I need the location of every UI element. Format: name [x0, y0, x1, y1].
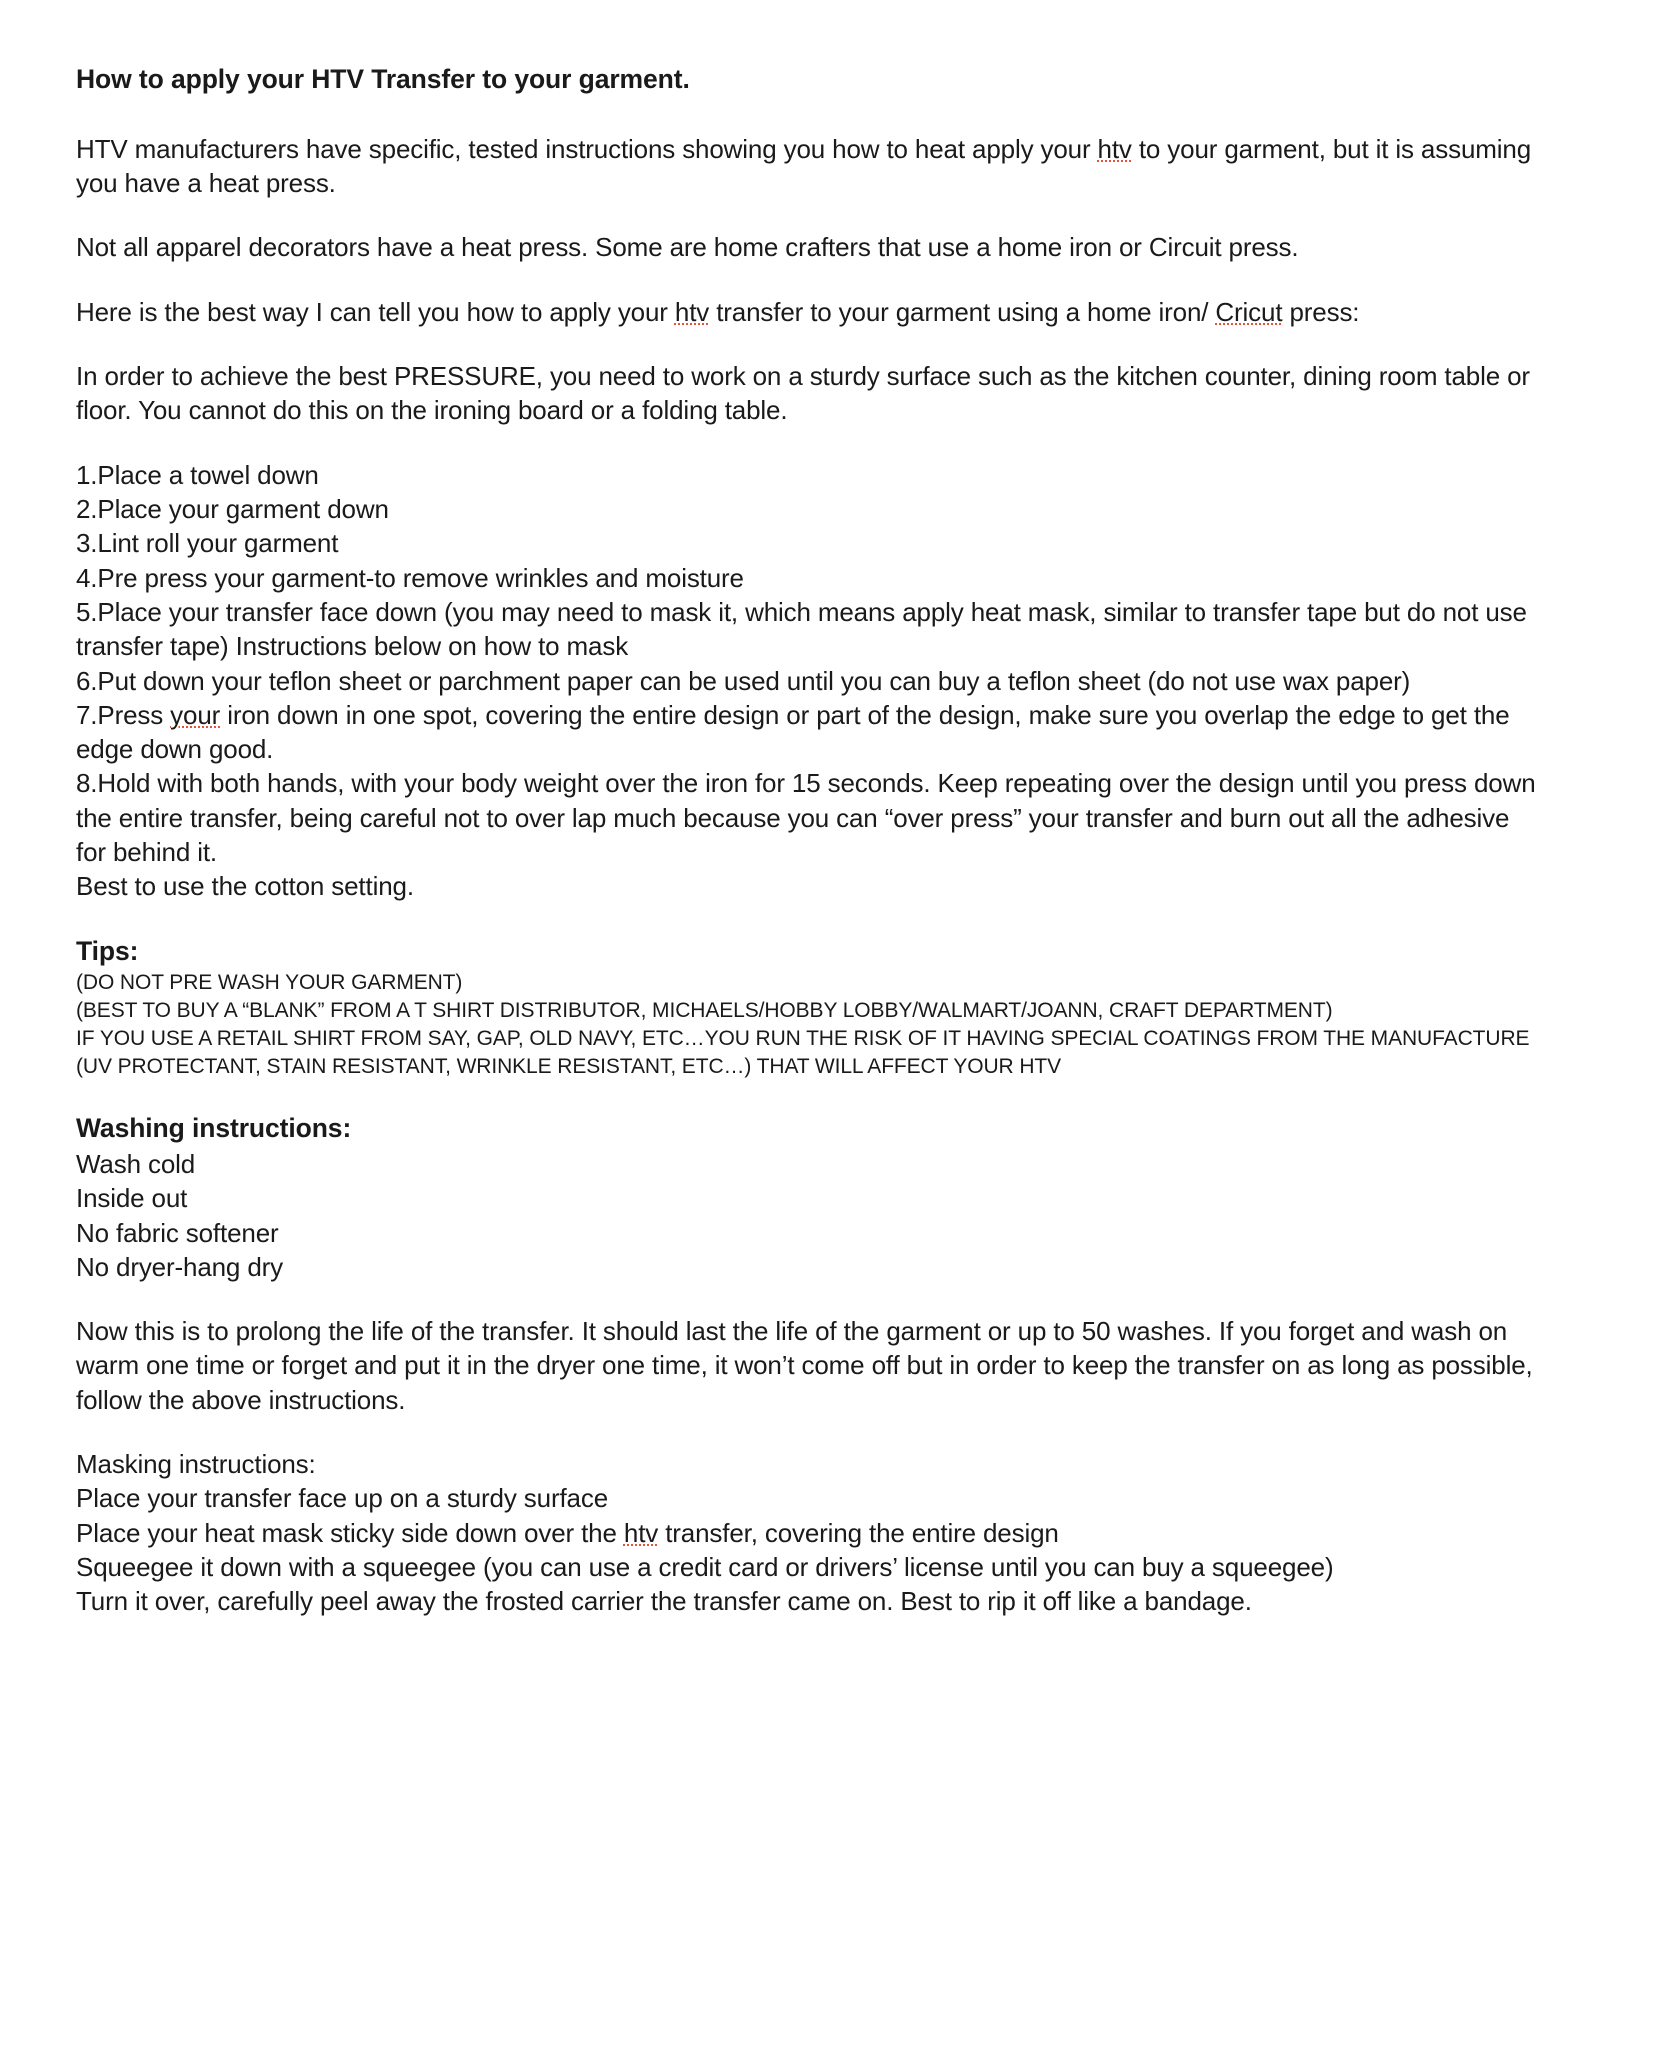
- step-item: Best to use the cotton setting.: [76, 871, 414, 902]
- step-item: 3.Lint roll your garment: [76, 528, 339, 559]
- tips-line: (DO NOT PRE WASH YOUR GARMENT): [76, 971, 463, 995]
- misspelled-word-htv: htv: [623, 1517, 659, 1548]
- tips-line: (BEST TO BUY A “BLANK” FROM A T SHIRT DISTRIBUTOR, MICHAELS/HOBBY LOBBY/WALMART/JOANN, CRAFT DEPARTMENT): [76, 999, 1333, 1023]
- closing-paragraph: Now this is to prolong the life of the transfer. It should last the life of the garment or up to 50 washes. If you forget and wash on warm one time or forget and put it in the dryer one time, it won’t come off but in order to keep the transfer on as long as possible, follow the above instructions.: [76, 1316, 1533, 1415]
- document-body: [76, 62, 1546, 1619]
- intro-paragraph-1: HTV manufacturers have specific, tested instructions showing you how to heat apply your htv to your garment, but it is assuming you have a heat press.: [76, 133, 1532, 199]
- washing-line: No fabric softener: [76, 1217, 279, 1248]
- step-item: 2.Place your garment down: [76, 493, 389, 524]
- masking-line: Turn it over, carefully peel away the frosted carrier the transfer came on. Best to rip it off like a bandage.: [76, 1586, 1252, 1617]
- masking-line: Place your heat mask sticky side down over the htv transfer, covering the entire design: [76, 1517, 1059, 1548]
- tips-heading: Tips:: [76, 935, 139, 966]
- intro-paragraph-4: In order to achieve the best PRESSURE, you need to work on a sturdy surface such as the kitchen counter, dining room table or floor. You cannot do this on the ironing board or a folding table.: [76, 361, 1530, 426]
- step-item: 5.Place your transfer face down (you may need to mask it, which means apply heat mask, similar to transfer tape but do not use transfer tape) Instructions below on how to mask: [76, 596, 1527, 662]
- masking-line: Place your transfer face up on a sturdy surface: [76, 1483, 609, 1514]
- washing-line: Inside out: [76, 1183, 188, 1214]
- misspelled-word-htv: htv: [1097, 133, 1132, 164]
- washing-heading: Washing instructions:: [76, 1113, 352, 1144]
- step-item: 6.Put down your teflon sheet or parchment paper can be used until you can buy a teflon sheet (do not use wax paper): [76, 665, 1411, 696]
- masking-line: Squeegee it down with a squeegee (you can use a credit card or drivers’ license until you can buy a squeegee): [76, 1552, 1334, 1583]
- washing-line: Wash cold: [76, 1148, 196, 1179]
- intro-paragraph-2: Not all apparel decorators have a heat press. Some are home crafters that use a home iron or Circuit press.: [76, 232, 1299, 263]
- step-item: 8.Hold with both hands, with your body weight over the iron for 15 seconds. Keep repeating over the design until you press down the entire transfer, being careful not to over lap much because you can “over press” your transfer and burn out all the adhesive for behind it.: [76, 768, 1536, 868]
- step-item: 1.Place a towel down: [76, 459, 319, 490]
- intro-paragraph-3: Here is the best way I can tell you how to apply your htv transfer to your garment using a home iron/ Cricut press:: [76, 296, 1360, 327]
- misspelled-word-htv: htv: [674, 296, 710, 327]
- step-item: 7.Press your iron down in one spot, covering the entire design or part of the design, make sure you overlap the edge to get the edge down good.: [76, 699, 1510, 765]
- step-item: 4.Pre press your garment-to remove wrinkles and moisture: [76, 562, 744, 593]
- masking-heading: Masking instructions:: [76, 1449, 316, 1480]
- misspelled-word-cricut: Cricut: [1215, 296, 1283, 327]
- steps-list: [76, 458, 1546, 904]
- misspelled-word-your: your: [170, 699, 221, 730]
- tips-line: IF YOU USE A RETAIL SHIRT FROM SAY, GAP, OLD NAVY, ETC…YOU RUN THE RISK OF IT HAVING SPECIAL COATINGS FROM THE MANUFACTURE (UV PROTECTANT, STAIN RESISTANT, WRINKLE RESISTANT, ETC…) THAT WILL AFFECT YOUR HTV: [76, 1027, 1530, 1079]
- washing-line: No dryer-hang dry: [76, 1251, 283, 1282]
- page-title: How to apply your HTV Transfer to your garment.: [76, 64, 690, 94]
